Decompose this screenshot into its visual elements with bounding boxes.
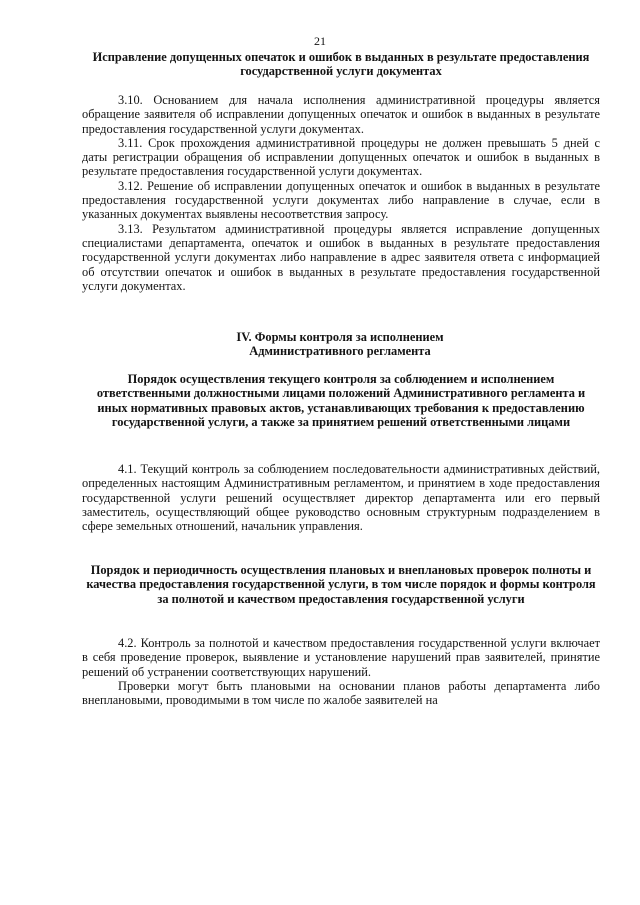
paragraph-3-12: 3.12. Решение об исправлении допущенных опечаток и ошибок в выданных в результате предоставления государственной услуги документах либо направление в случае, если в указанных документах выявлены несоответствия запросу. bbox=[82, 178, 600, 222]
paragraph-3-10: 3.10. Основанием для начала исполнения административной процедуры является обращение заявителя об исправлении допущенных опечаток и ошибок в выданных в результате предоставления государственной услуги документах. bbox=[82, 93, 600, 136]
page-number: 21 bbox=[314, 34, 326, 48]
section-heading: Порядок осуществления текущего контроля за соблюдением и исполнением ответственными должностными лицами положений Административного регламента и иных нормативных правовых актов, устанавливающих требования к предоставлению государственной услуги, а также за принятием решений ответственными лицами bbox=[96, 372, 586, 429]
section-heading: Порядок и периодичность осуществления плановых и внеплановых проверок полноты и качества предоставления государственной услуги, в том числе порядок и формы контроля за полнотой и качеством предоставления государственной услуги bbox=[86, 563, 596, 606]
section-typo-correction-body bbox=[82, 93, 600, 293]
section-inspections bbox=[82, 563, 600, 606]
chapter-heading: IV. Формы контроля за исполнением Административного регламента bbox=[236, 330, 444, 359]
paragraph-4-2: 4.2. Контроль за полнотой и качеством предоставления государственной услуги включает в себя проведение проверок, выявление и установление нарушений прав заявителей, принятие решений об устранении соответствующих нарушений. bbox=[82, 636, 600, 679]
paragraph-inspections: Проверки могут быть плановыми на основании планов работы департамента либо внеплановыми, проводимыми в том числе по жалобе заявителей на bbox=[82, 678, 600, 708]
section-typo-correction bbox=[82, 50, 600, 79]
paragraph-3-11: 3.11. Срок прохождения административной процедуры не должен превышать 5 дней с даты регистрации обращения об исправлении допущенных опечаток и ошибок в выданных в результате предоставления государственной услуги документах. bbox=[82, 135, 600, 179]
paragraph-3-13: 3.13. Результатом административной процедуры является исправление допущенных специалистами департамента, опечаток и ошибок в выданных в результате предоставления государственной услуги документах либо направление в адрес заявителя ответа с информацией об отсутствии опечаток и ошибок в выданных в результате предоставления государственной услуги документах. bbox=[82, 221, 600, 293]
section-current-control bbox=[82, 372, 600, 429]
paragraph-4-1: 4.1. Текущий контроль за соблюдением последовательности административных действий, определенных настоящим Административным регламентом, и принятием в ходе предоставления государственной услуги решений осуществляет директор департамента или его первый заместитель, осуществляющий общее руководство основным структурным подразделением в сфере земельных отношений, начальник управления. bbox=[82, 462, 600, 534]
section-heading: Исправление допущенных опечаток и ошибок в выданных в результате предоставления государственной услуги документах bbox=[92, 50, 590, 79]
section-inspections-body bbox=[82, 636, 600, 707]
section-current-control-body bbox=[82, 462, 600, 533]
chapter-title bbox=[210, 330, 470, 359]
